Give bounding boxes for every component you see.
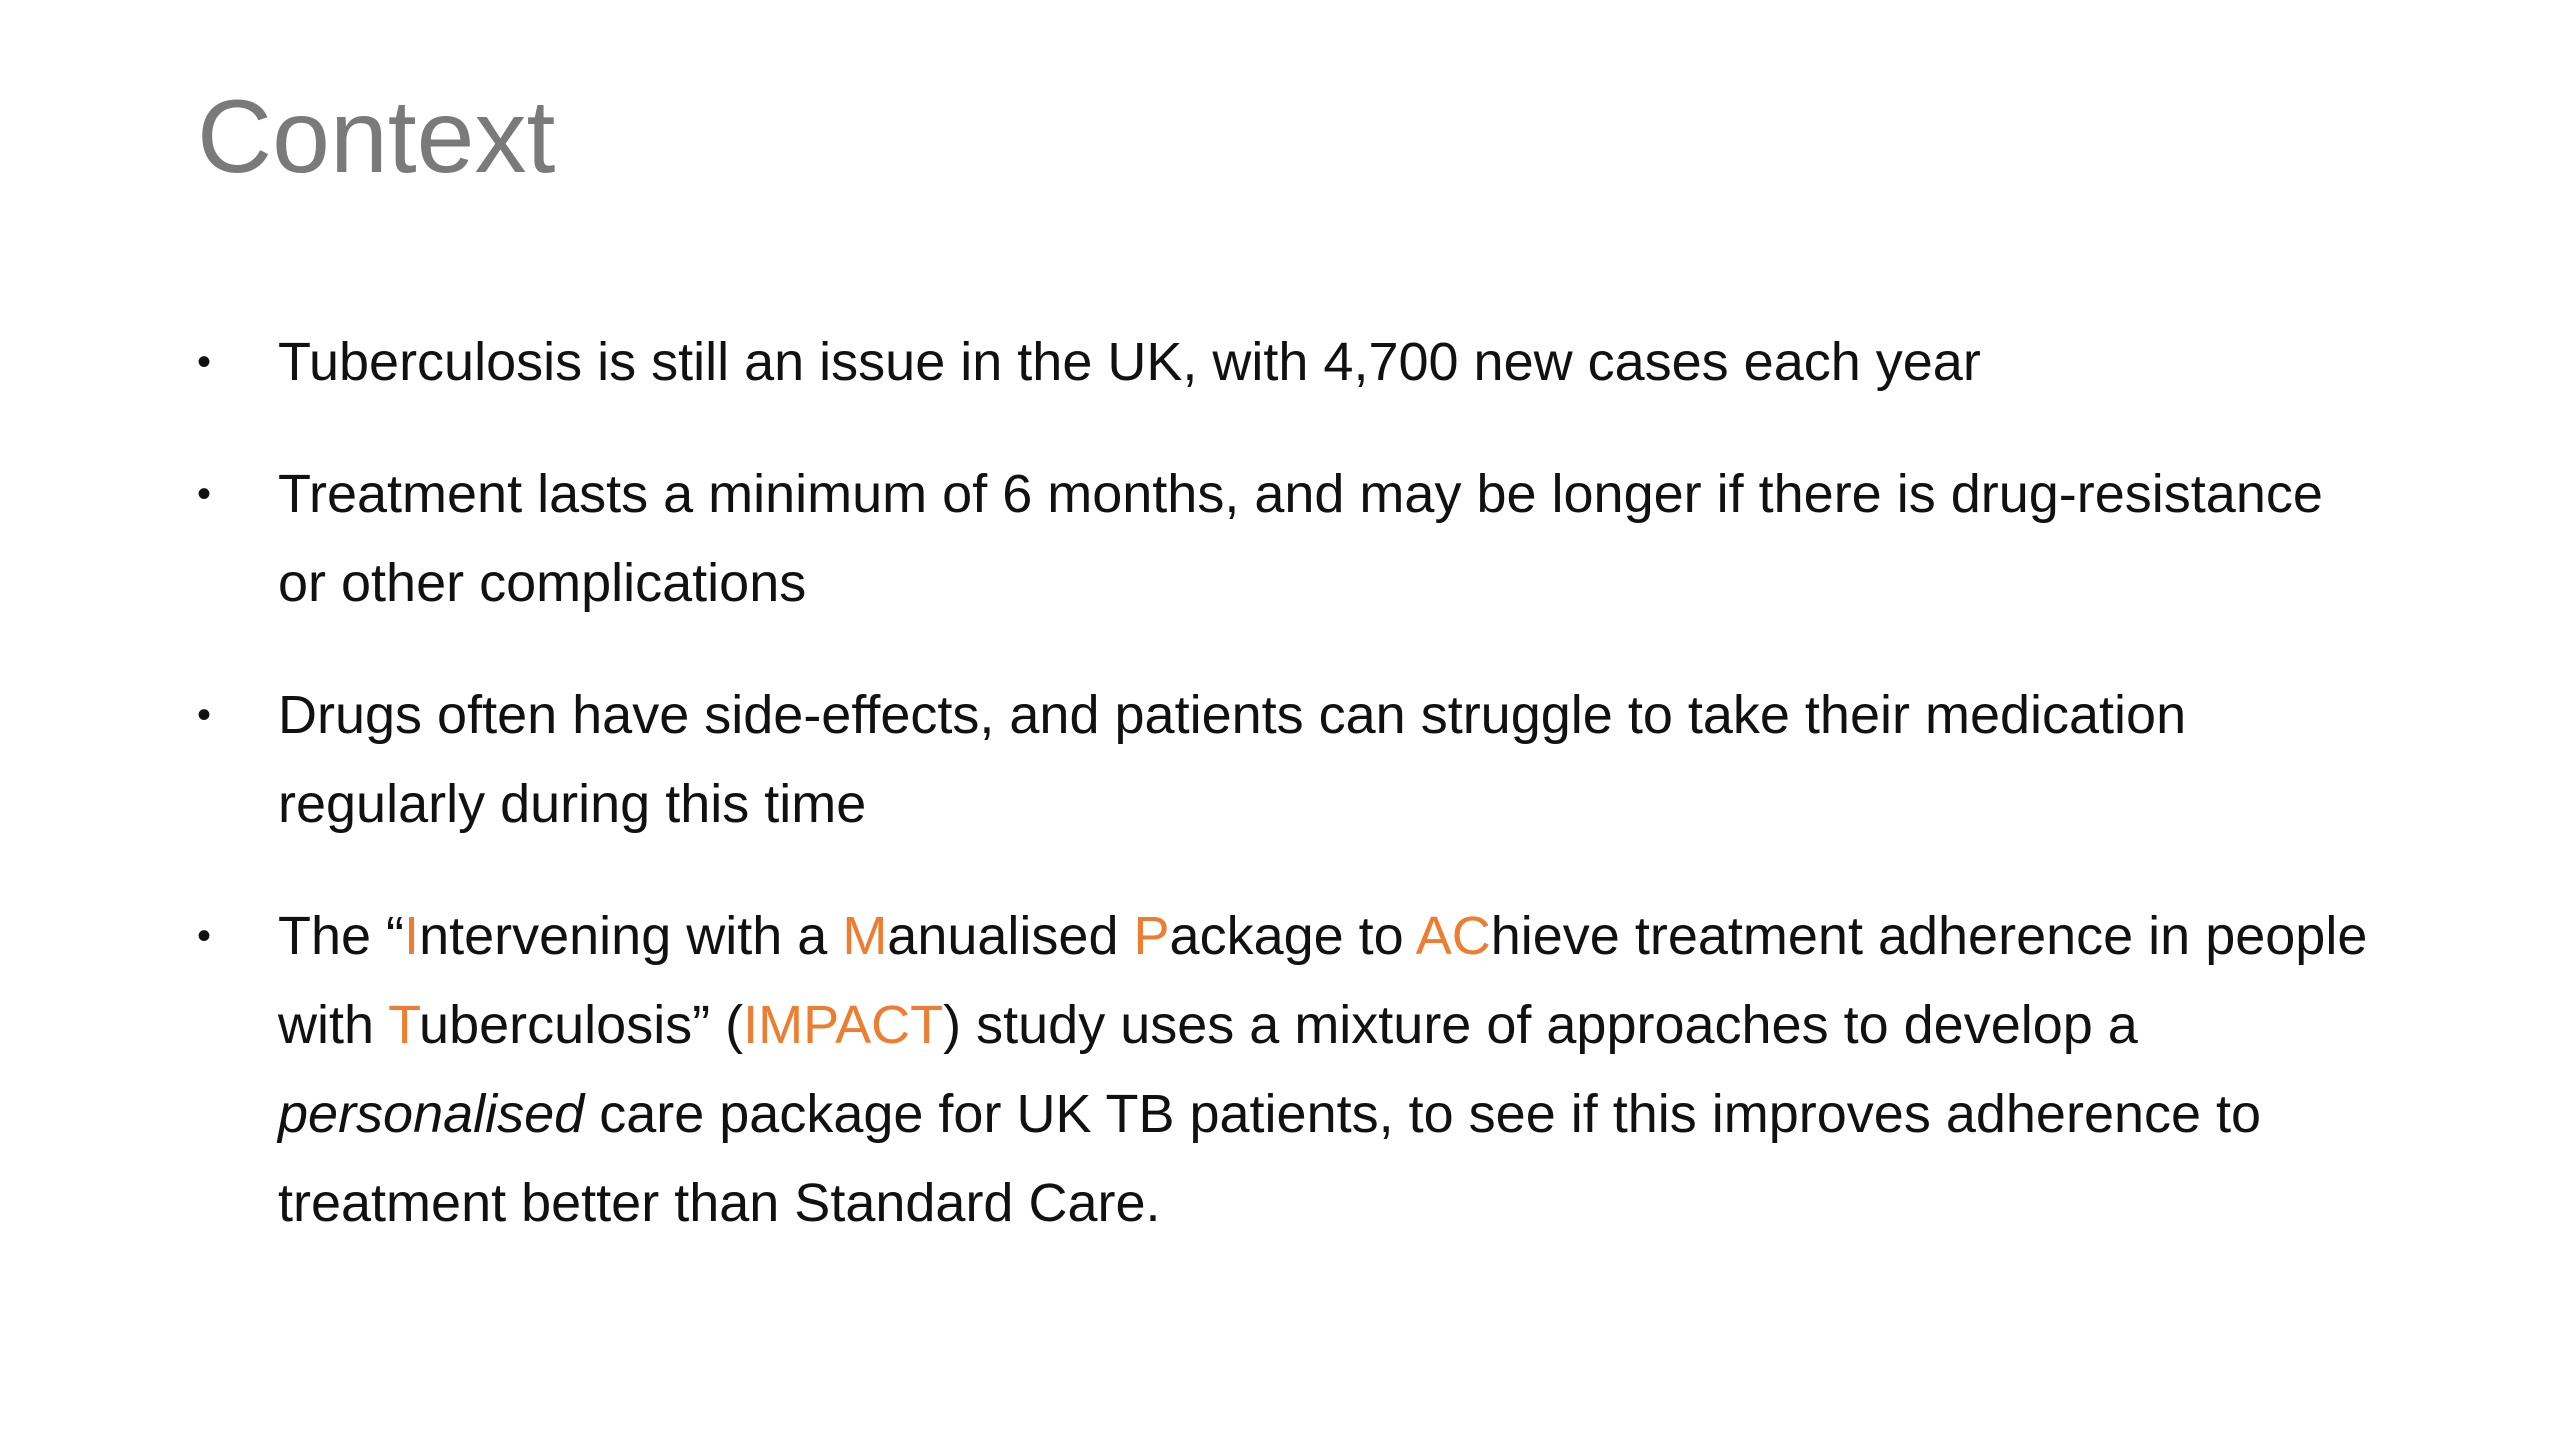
bullet-text — [278, 906, 2367, 1233]
bullet-item-side-effects — [197, 671, 2377, 849]
text-segment: ackage to — [1169, 906, 1416, 966]
bullet-text: Drugs often have side-effects, and patients can struggle to take their medication regularly during this time — [278, 685, 2187, 834]
text-segment: anualised — [887, 906, 1134, 966]
text-segment: ) study uses a mixture of approaches to develop a — [943, 995, 2138, 1055]
acronym-letter-p: P — [1133, 906, 1170, 966]
text-segment: care package for UK TB patients, to see if this improves adherence to treatment better than Standard Care. — [278, 1084, 2262, 1233]
emphasis-personalised: personalised — [278, 1084, 585, 1144]
acronym-letter-m: M — [842, 906, 888, 966]
text-segment: The “ — [278, 906, 405, 966]
text-segment: ntervening with a — [419, 906, 843, 966]
acronym-letters-ac: AC — [1415, 906, 1491, 966]
acronym-letter-i: I — [404, 906, 420, 966]
bullet-text: Treatment lasts a minimum of 6 months, and may be longer if there is drug-resistance or other complications — [278, 464, 2323, 613]
bullet-icon: • — [197, 472, 212, 516]
bullet-item-tb-cases — [197, 318, 2377, 407]
bullet-icon: • — [197, 914, 212, 958]
bullet-icon: • — [197, 693, 212, 737]
bullet-list — [197, 318, 2377, 1291]
acronym-letter-t: T — [388, 995, 420, 1055]
bullet-icon: • — [197, 340, 212, 384]
text-segment: uberculosis” ( — [419, 995, 744, 1055]
bullet-text: Tuberculosis is still an issue in the UK, with 4,700 new cases each year — [278, 332, 1981, 392]
acronym-impact: IMPACT — [743, 995, 944, 1055]
slide-title: Context — [197, 79, 556, 195]
bullet-item-treatment-duration — [197, 450, 2377, 628]
text-segment: hieve treatment adherence in people with — [278, 906, 2368, 1055]
bullet-item-impact-study — [197, 892, 2377, 1248]
